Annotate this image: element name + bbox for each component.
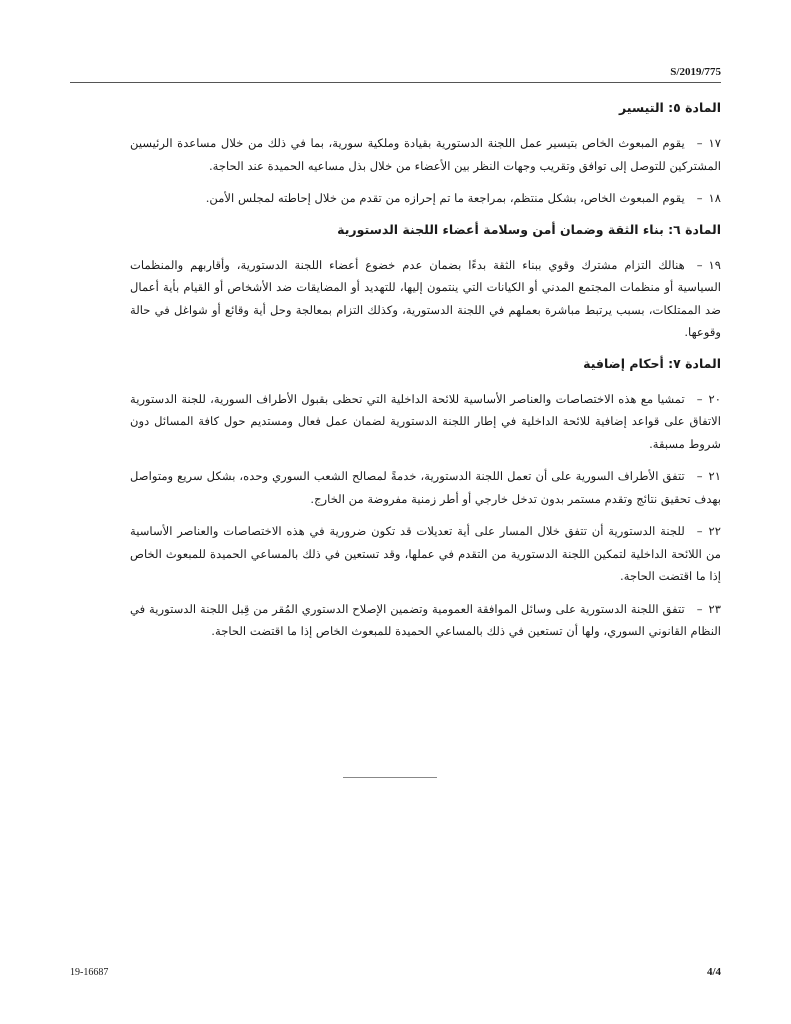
paragraph-number: ٢٣	[708, 601, 721, 616]
section-heading: المادة ٧: أحكام إضافية	[583, 355, 721, 371]
paragraph-number: ١٩	[708, 257, 721, 272]
paragraph-number: ١٨	[708, 191, 721, 205]
paragraph-17: ١٧–يقوم المبعوث الخاص بتيسير عمل اللجنة الدستورية بقيادة وملكية سورية، بما في ذلك من خلال مساعدة الرئيسين المشتركين للتوصل إلى توافق وتقريب وجهات النظر بين الأعضاء من خلال بذل مساعيه الحميدة عند الحاجة.	[130, 136, 721, 173]
paragraph-18: ١٨–يقوم المبعوث الخاص، بشكل منتظم، بمراجعة ما تم إحرازه من تقدم من خلال إحاطته لمجلس الأمن.	[205, 191, 721, 205]
paragraph-22: ٢٢–للجنة الدستورية أن تتفق خلال المسار على أية تعديلات قد تكون ضرورية في هذه الاختصاصات والعناصر الأساسية من اللائحة الداخلية لتمكين اللجنة الدستورية من التقدم في عملها، وقد تستعين في ذلك بالمساعي الحميدة للمبعوث الخاص إذا ما اقتضت الحاجة.	[130, 524, 721, 583]
document-body	[130, 98, 721, 653]
paragraph-text: هنالك التزام مشترك وقوي ببناء الثقة بدءًا بضمان عدم خضوع أعضاء اللجنة الدستورية، وأقاربهم والمنظمات السياسية أو منظمات المجتمع المدني أو الكيانات التي ينتمون إليها، للتهديد أو المضايقات ضد الأشخاص أو القيام بأية أعمال ضد الممتلكات، بسبب يرتبط مباشرة بعملهم في اللجنة الدستورية، وكذلك التزام بمعالجة وحل أية وقائع أو شواغل في حالة وقوعها.	[130, 257, 721, 339]
end-of-document-divider	[343, 777, 437, 778]
job-number: 19-16687	[70, 967, 109, 978]
paragraph-number: ١٧	[708, 136, 721, 150]
paragraph-number: ٢١	[708, 469, 721, 483]
section-article-6	[130, 220, 721, 344]
paragraph-text: تتفق الأطراف السورية على أن تعمل اللجنة الدستورية، خدمةً لمصالح الشعب السوري وحده، بشكل سريع ومتواصل بهدف تحقيق نتائج وتقدم مستمر بدون تدخل خارجي أو أطر زمنية مفروضة من الخارج.	[130, 469, 721, 506]
paragraph-text: يقوم المبعوث الخاص بتيسير عمل اللجنة الدستورية بقيادة وملكية سورية، بما في ذلك من خلال مساعدة الرئيسين المشتركين للتوصل إلى توافق وتقريب وجهات النظر بين الأعضاء من خلال بذل مساعيه الحميدة عند الحاجة.	[130, 136, 721, 173]
paragraph-text: تتفق اللجنة الدستورية على وسائل الموافقة العمومية وتضمين الإصلاح الدستوري المُقر من قِبل اللجنة الدستورية في النظام القانوني السوري، ولها أن تستعين في ذلك بالمساعي الحميدة للمبعوث الخاص إذا ما اقتضت الحاجة.	[130, 601, 721, 638]
header-divider	[70, 82, 721, 83]
section-heading: المادة ٥: التيسير	[619, 100, 721, 115]
paragraph-23: ٢٣–تتفق اللجنة الدستورية على وسائل الموافقة العمومية وتضمين الإصلاح الدستوري المُقر من قِبل اللجنة الدستورية في النظام القانوني السوري، ولها أن تستعين في ذلك بالمساعي الحميدة للمبعوث الخاص إذا ما اقتضت الحاجة.	[130, 601, 721, 638]
document-symbol: S/2019/775	[670, 66, 721, 78]
paragraph-text: تمشيا مع هذه الاختصاصات والعناصر الأساسية للائحة الداخلية التي تحظى بقبول الأطراف السورية، للجنة الدستورية الاتفاق على قواعد إضافية للائحة الداخلية في إطار اللجنة الدستورية لضمان عمل فعال ومستديم حول كافة المسائل دون شروط مسبقة.	[130, 391, 721, 451]
section-article-7	[130, 354, 721, 643]
paragraph-text: للجنة الدستورية أن تتفق خلال المسار على أية تعديلات قد تكون ضرورية في هذه الاختصاصات والعناصر الأساسية من اللائحة الداخلية لتمكين اللجنة الدستورية من التقدم في عملها، وقد تستعين في ذلك بالمساعي الحميدة للمبعوث الخاص إذا ما اقتضت الحاجة.	[130, 524, 721, 583]
paragraph-19: ١٩–هنالك التزام مشترك وقوي ببناء الثقة بدءًا بضمان عدم خضوع أعضاء اللجنة الدستورية، وأقاربهم والمنظمات السياسية أو منظمات المجتمع المدني أو الكيانات التي ينتمون إليها، للتهديد أو المضايقات ضد الأشخاص أو القيام بأية أعمال ضد الممتلكات، بسبب يرتبط مباشرة بعملهم في اللجنة الدستورية، وكذلك التزام بمعالجة وحل أية وقائع أو شواغل في حالة وقوعها.	[130, 257, 721, 339]
page-number: 4/4	[706, 966, 721, 978]
paragraph-text: يقوم المبعوث الخاص، بشكل منتظم، بمراجعة ما تم إحرازه من تقدم من خلال إحاطته لمجلس الأمن.	[205, 191, 685, 205]
section-article-5	[130, 98, 721, 210]
paragraph-20: ٢٠–تمشيا مع هذه الاختصاصات والعناصر الأساسية للائحة الداخلية التي تحظى بقبول الأطراف السورية، للجنة الدستورية الاتفاق على قواعد إضافية للائحة الداخلية في إطار اللجنة الدستورية لضمان عمل فعال ومستديم حول كافة المسائل دون شروط مسبقة.	[130, 391, 721, 451]
paragraph-21: ٢١–تتفق الأطراف السورية على أن تعمل اللجنة الدستورية، خدمةً لمصالح الشعب السوري وحده، بشكل سريع ومتواصل بهدف تحقيق نتائج وتقدم مستمر بدون تدخل خارجي أو أطر زمنية مفروضة من الخارج.	[130, 469, 721, 506]
section-heading: المادة ٦: بناء الثقة وضمان أمن وسلامة أعضاء اللجنة الدستورية	[337, 221, 721, 237]
paragraph-number: ٢٢	[708, 524, 721, 538]
paragraph-number: ٢٠	[708, 391, 721, 406]
